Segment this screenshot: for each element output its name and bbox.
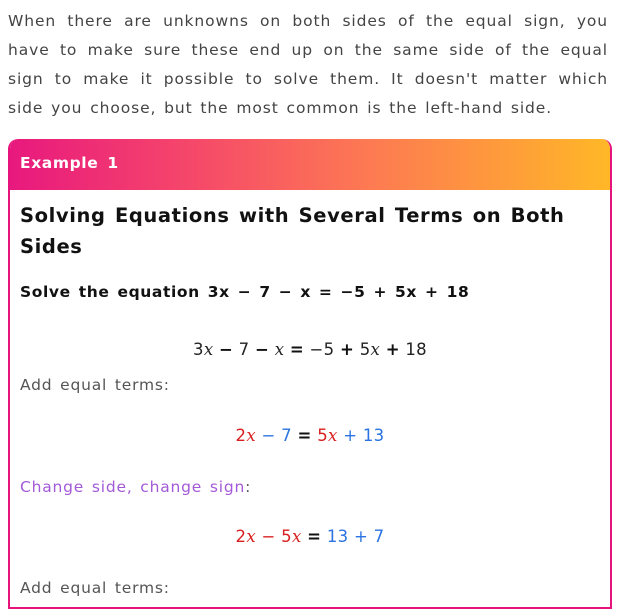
eq3-equals: = bbox=[307, 527, 322, 546]
eq2-variable: x bbox=[246, 426, 256, 445]
eq2-equals: = bbox=[297, 426, 312, 445]
eq3-term: 5 bbox=[281, 527, 292, 546]
eq3-term: 2 bbox=[235, 527, 247, 546]
eq2-variable: x bbox=[328, 426, 338, 445]
eq3-operator: + bbox=[353, 527, 369, 546]
eq3-term: 7 bbox=[373, 527, 385, 546]
eq1-term: 7 bbox=[238, 340, 250, 359]
eq3-variable: x bbox=[291, 527, 302, 546]
eq1-variable: x bbox=[203, 340, 214, 359]
eq1-operator: + bbox=[340, 340, 355, 359]
eq1-operator: − bbox=[255, 340, 270, 359]
eq3-term: 13 bbox=[326, 527, 349, 546]
eq2-term: 2 bbox=[235, 426, 247, 445]
example-header bbox=[8, 139, 612, 190]
eq1-variable: x bbox=[274, 340, 285, 359]
eq1-term: 3 bbox=[193, 340, 204, 359]
intro-paragraph: When there are unknowns on both sides of the equal sign, you have to make sure these end up on the same side of the equal sign to make it possible to solve them. It doesn't matter which side you choose, but the most common is the left-hand side. bbox=[8, 12, 608, 117]
example-box bbox=[8, 139, 612, 609]
step-add-equal-terms: Add equal terms: bbox=[20, 376, 170, 394]
eq2-term: 7 bbox=[281, 426, 292, 445]
step-add-equal-terms-2: Add equal terms: bbox=[20, 579, 170, 597]
example-label: Example 1 bbox=[20, 154, 119, 172]
eq2-operator: − bbox=[261, 426, 276, 445]
eq2-operator: + bbox=[343, 426, 358, 445]
colon: : bbox=[245, 478, 252, 496]
eq2-term: 5 bbox=[317, 426, 329, 445]
example-title: Solving Equations with Several Terms on Both Sides bbox=[20, 204, 565, 258]
equation-simplified bbox=[10, 426, 610, 445]
eq1-term: 5 bbox=[359, 340, 371, 359]
step-change-side bbox=[20, 478, 251, 496]
eq1-term: 18 bbox=[405, 340, 427, 359]
eq1-equals: = bbox=[289, 340, 304, 359]
eq2-term: 13 bbox=[362, 426, 385, 445]
eq1-operator: + bbox=[385, 340, 400, 359]
eq1-variable: x bbox=[370, 340, 381, 359]
eq3-variable: x bbox=[246, 527, 256, 546]
equation-rearranged bbox=[10, 527, 610, 546]
change-side-change-sign-link[interactable]: Change side, change sign bbox=[20, 478, 246, 496]
eq1-operator: − bbox=[218, 340, 234, 359]
eq1-term: −5 bbox=[309, 340, 335, 359]
eq3-operator: − bbox=[261, 527, 276, 546]
task-statement: Solve the equation 3x − 7 − x = −5 + 5x + 18 bbox=[20, 283, 470, 301]
equation-original bbox=[10, 340, 610, 359]
